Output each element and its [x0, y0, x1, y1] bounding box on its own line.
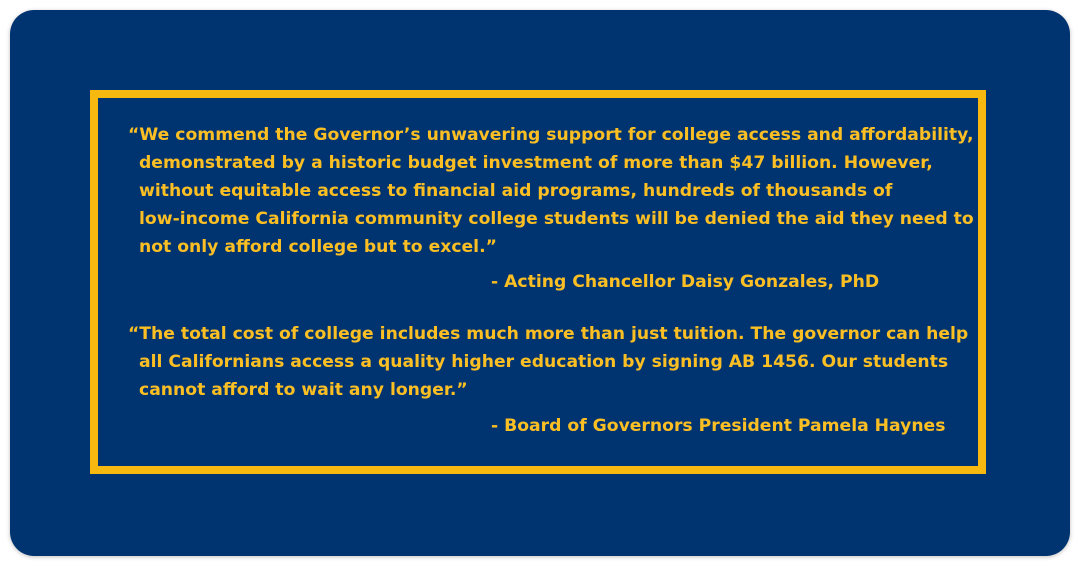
quote-frame — [90, 90, 986, 474]
quote-line: not only afford college but to excel.” — [139, 237, 497, 257]
quote-line: “We commend the Governor’s unwavering support for college access and affordability, — [128, 125, 974, 145]
quote-line: demonstrated by a historic budget investment of more than $47 billion. However, — [139, 153, 933, 173]
quote-line: all Californians access a quality higher education by signing AB 1456. Our students — [139, 352, 949, 372]
quote-line: without equitable access to financial aid programs, hundreds of thousands of — [139, 181, 893, 201]
quote-card — [10, 10, 1070, 556]
quote-line: low-income California community college students will be denied the aid they need to — [139, 209, 974, 229]
quote-line: “The total cost of college includes much more than just tuition. The governor can help — [128, 324, 969, 344]
quote-line: cannot afford to wait any longer.” — [139, 380, 468, 400]
quote-block-chancellor — [128, 121, 973, 261]
quote-attribution-chancellor: - Acting Chancellor Daisy Gonzales, PhD — [491, 272, 880, 292]
quote-attribution-president: - Board of Governors President Pamela Haynes — [491, 416, 946, 436]
quote-block-president — [128, 320, 973, 404]
